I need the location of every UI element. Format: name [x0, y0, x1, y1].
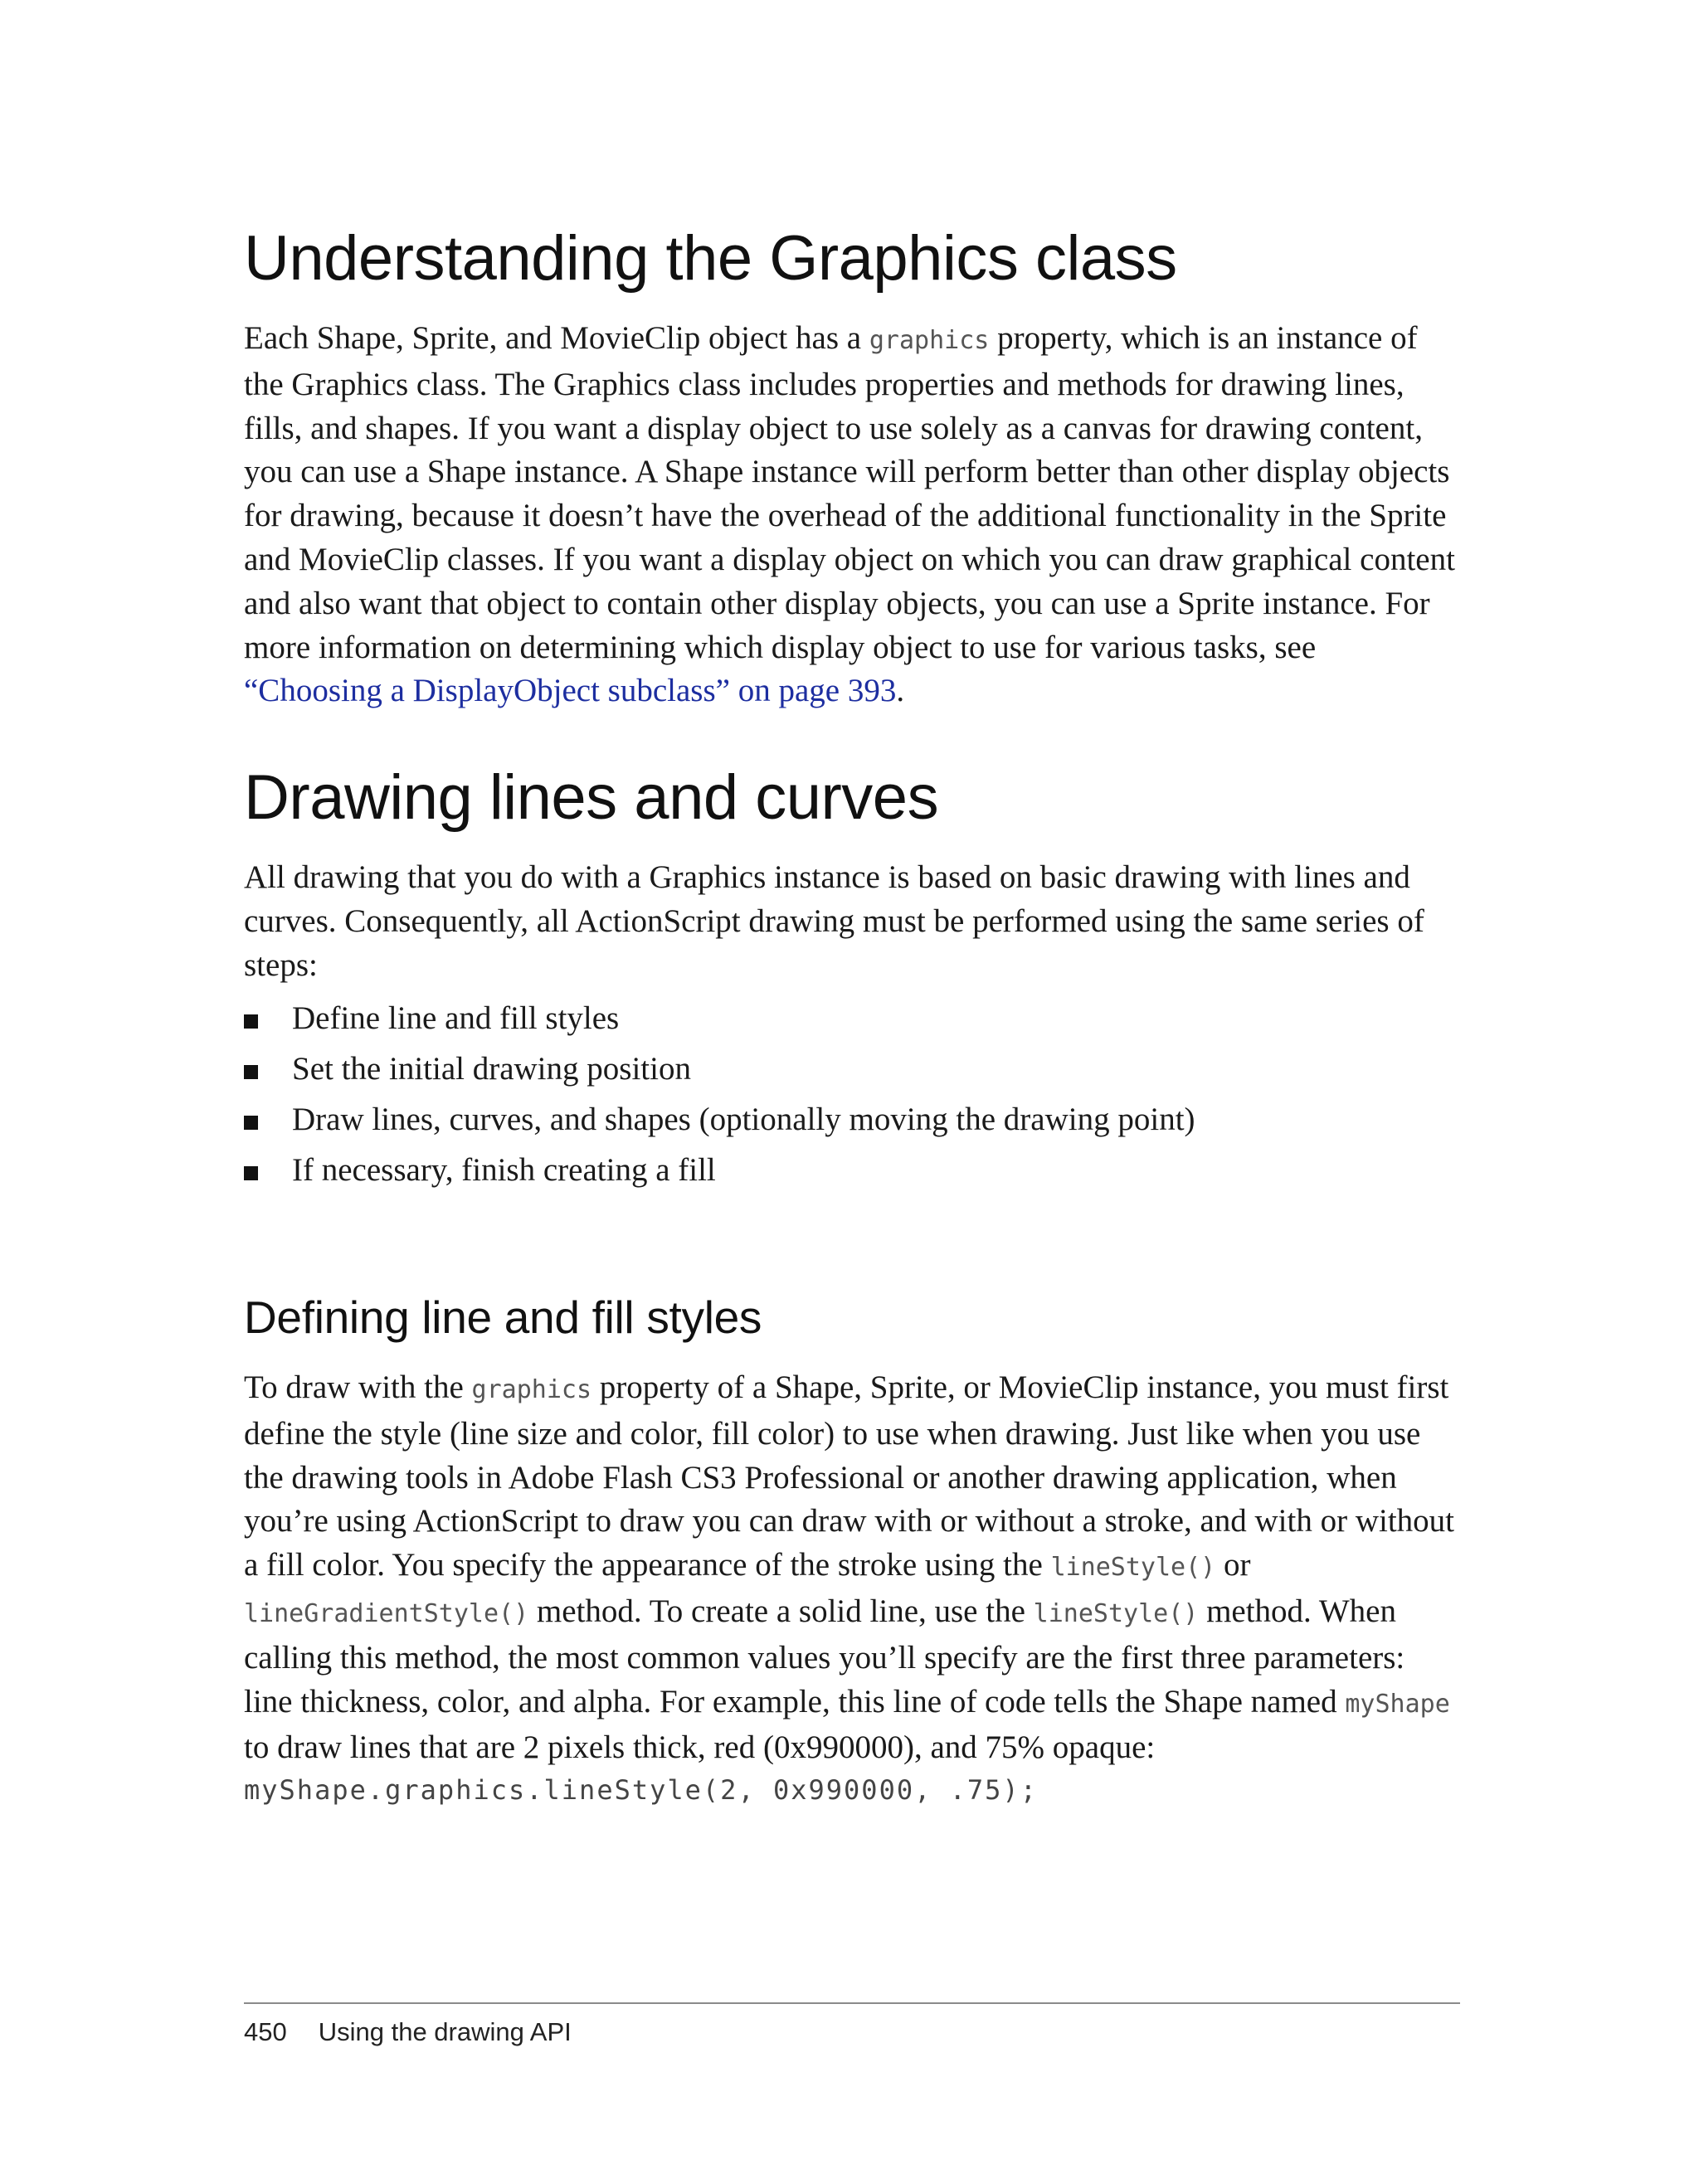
- inline-code-linestyle: lineStyle(): [1033, 1598, 1199, 1628]
- list-item: [244, 1098, 1460, 1149]
- text-run: To draw with the: [244, 1369, 472, 1405]
- list-item: [244, 1149, 1460, 1199]
- list-item-text: If necessary, finish creating a fill: [292, 1152, 716, 1188]
- paragraph-drawing-intro: All drawing that you do with a Graphics instance is based on basic drawing with lines and curves. Consequently, all ActionScript drawing must be performed using the same series of steps:: [244, 859, 1424, 983]
- inline-code-linestyle: lineStyle(): [1050, 1553, 1216, 1583]
- text-run: to draw lines that are 2 pixels thick, red (0x990000), and 75% opaque:: [244, 1729, 1156, 1766]
- paragraph-graphics-class: [244, 317, 1460, 713]
- list-item: [244, 997, 1460, 1048]
- bullet-square-icon: [244, 1116, 258, 1130]
- bullet-square-icon: [244, 1065, 258, 1079]
- paragraph-line-fill-styles: [244, 1366, 1460, 1770]
- cross-reference-link[interactable]: “Choosing a DisplayObject subclass” on page 393: [244, 673, 897, 709]
- text-run: Each Shape, Sprite, and MovieClip object has a: [244, 320, 869, 356]
- heading-drawing-lines-and-curves: Drawing lines and curves: [244, 762, 939, 833]
- list-item-text: Draw lines, curves, and shapes (optionally moving the drawing point): [292, 1102, 1195, 1137]
- text-run: or: [1215, 1547, 1251, 1583]
- bullet-square-icon: [244, 1014, 258, 1029]
- inline-code-myshape: myShape: [1345, 1689, 1450, 1719]
- text-run: property of a Shape, Sprite, or MovieClip instance, you must first define the style (line size and color, fill color) to use when drawing. Just like when you use the drawing tools in Adobe Flash CS3 Professional or another drawing application, when you’re using ActionScript to draw you can draw with or without a stroke, and with or without a fill color. You specify the appearance of the stroke using the: [244, 1369, 1454, 1583]
- footer-divider: [244, 2002, 1460, 2004]
- bullet-square-icon: [244, 1166, 258, 1180]
- text-run: .: [896, 673, 905, 709]
- chapter-title: Using the drawing API: [318, 2017, 572, 2046]
- list-item-text: Set the initial drawing position: [292, 1051, 691, 1087]
- page-footer: [244, 2014, 572, 2050]
- list-item: [244, 1048, 1460, 1098]
- steps-list: [244, 997, 1460, 1199]
- inline-code-graphics: graphics: [869, 326, 990, 355]
- list-item-text: Define line and fill styles: [292, 1000, 620, 1036]
- text-run: property, which is an instance of the Graphics class. The Graphics class includes properties and methods for drawing lines, fills, and shapes. If you want a display object to use solely as a canvas for drawing content, you can use a Shape instance. A Shape instance will perform better than other display objects for drawing, because it doesn’t have the overhead of the additional functionality in the Sprite and MovieClip classes. If you want a display object on which you can draw graphical content and also want that object to contain other display objects, you can use a Sprite instance. For more information on determining which display object to use for various tasks, see: [244, 320, 1455, 665]
- page-number: 450: [244, 2017, 287, 2046]
- inline-code-linegradientstyle: lineGradientStyle(): [244, 1598, 529, 1628]
- heading-defining-line-and-fill-styles: Defining line and fill styles: [244, 1291, 762, 1343]
- heading-understanding-graphics-class: Understanding the Graphics class: [244, 223, 1177, 294]
- text-run: method. To create a solid line, use the: [528, 1593, 1034, 1629]
- document-page: [244, 0, 1460, 2184]
- inline-code-graphics: graphics: [471, 1375, 592, 1404]
- code-example: myShape.graphics.lineStyle(2, 0x990000, .75);: [244, 1774, 1038, 1806]
- text-run: method. When calling this method, the most common values you’ll specify are the first three parameters: line thickness, color, and alpha. For example, this line of code tells the Shape named: [244, 1593, 1405, 1719]
